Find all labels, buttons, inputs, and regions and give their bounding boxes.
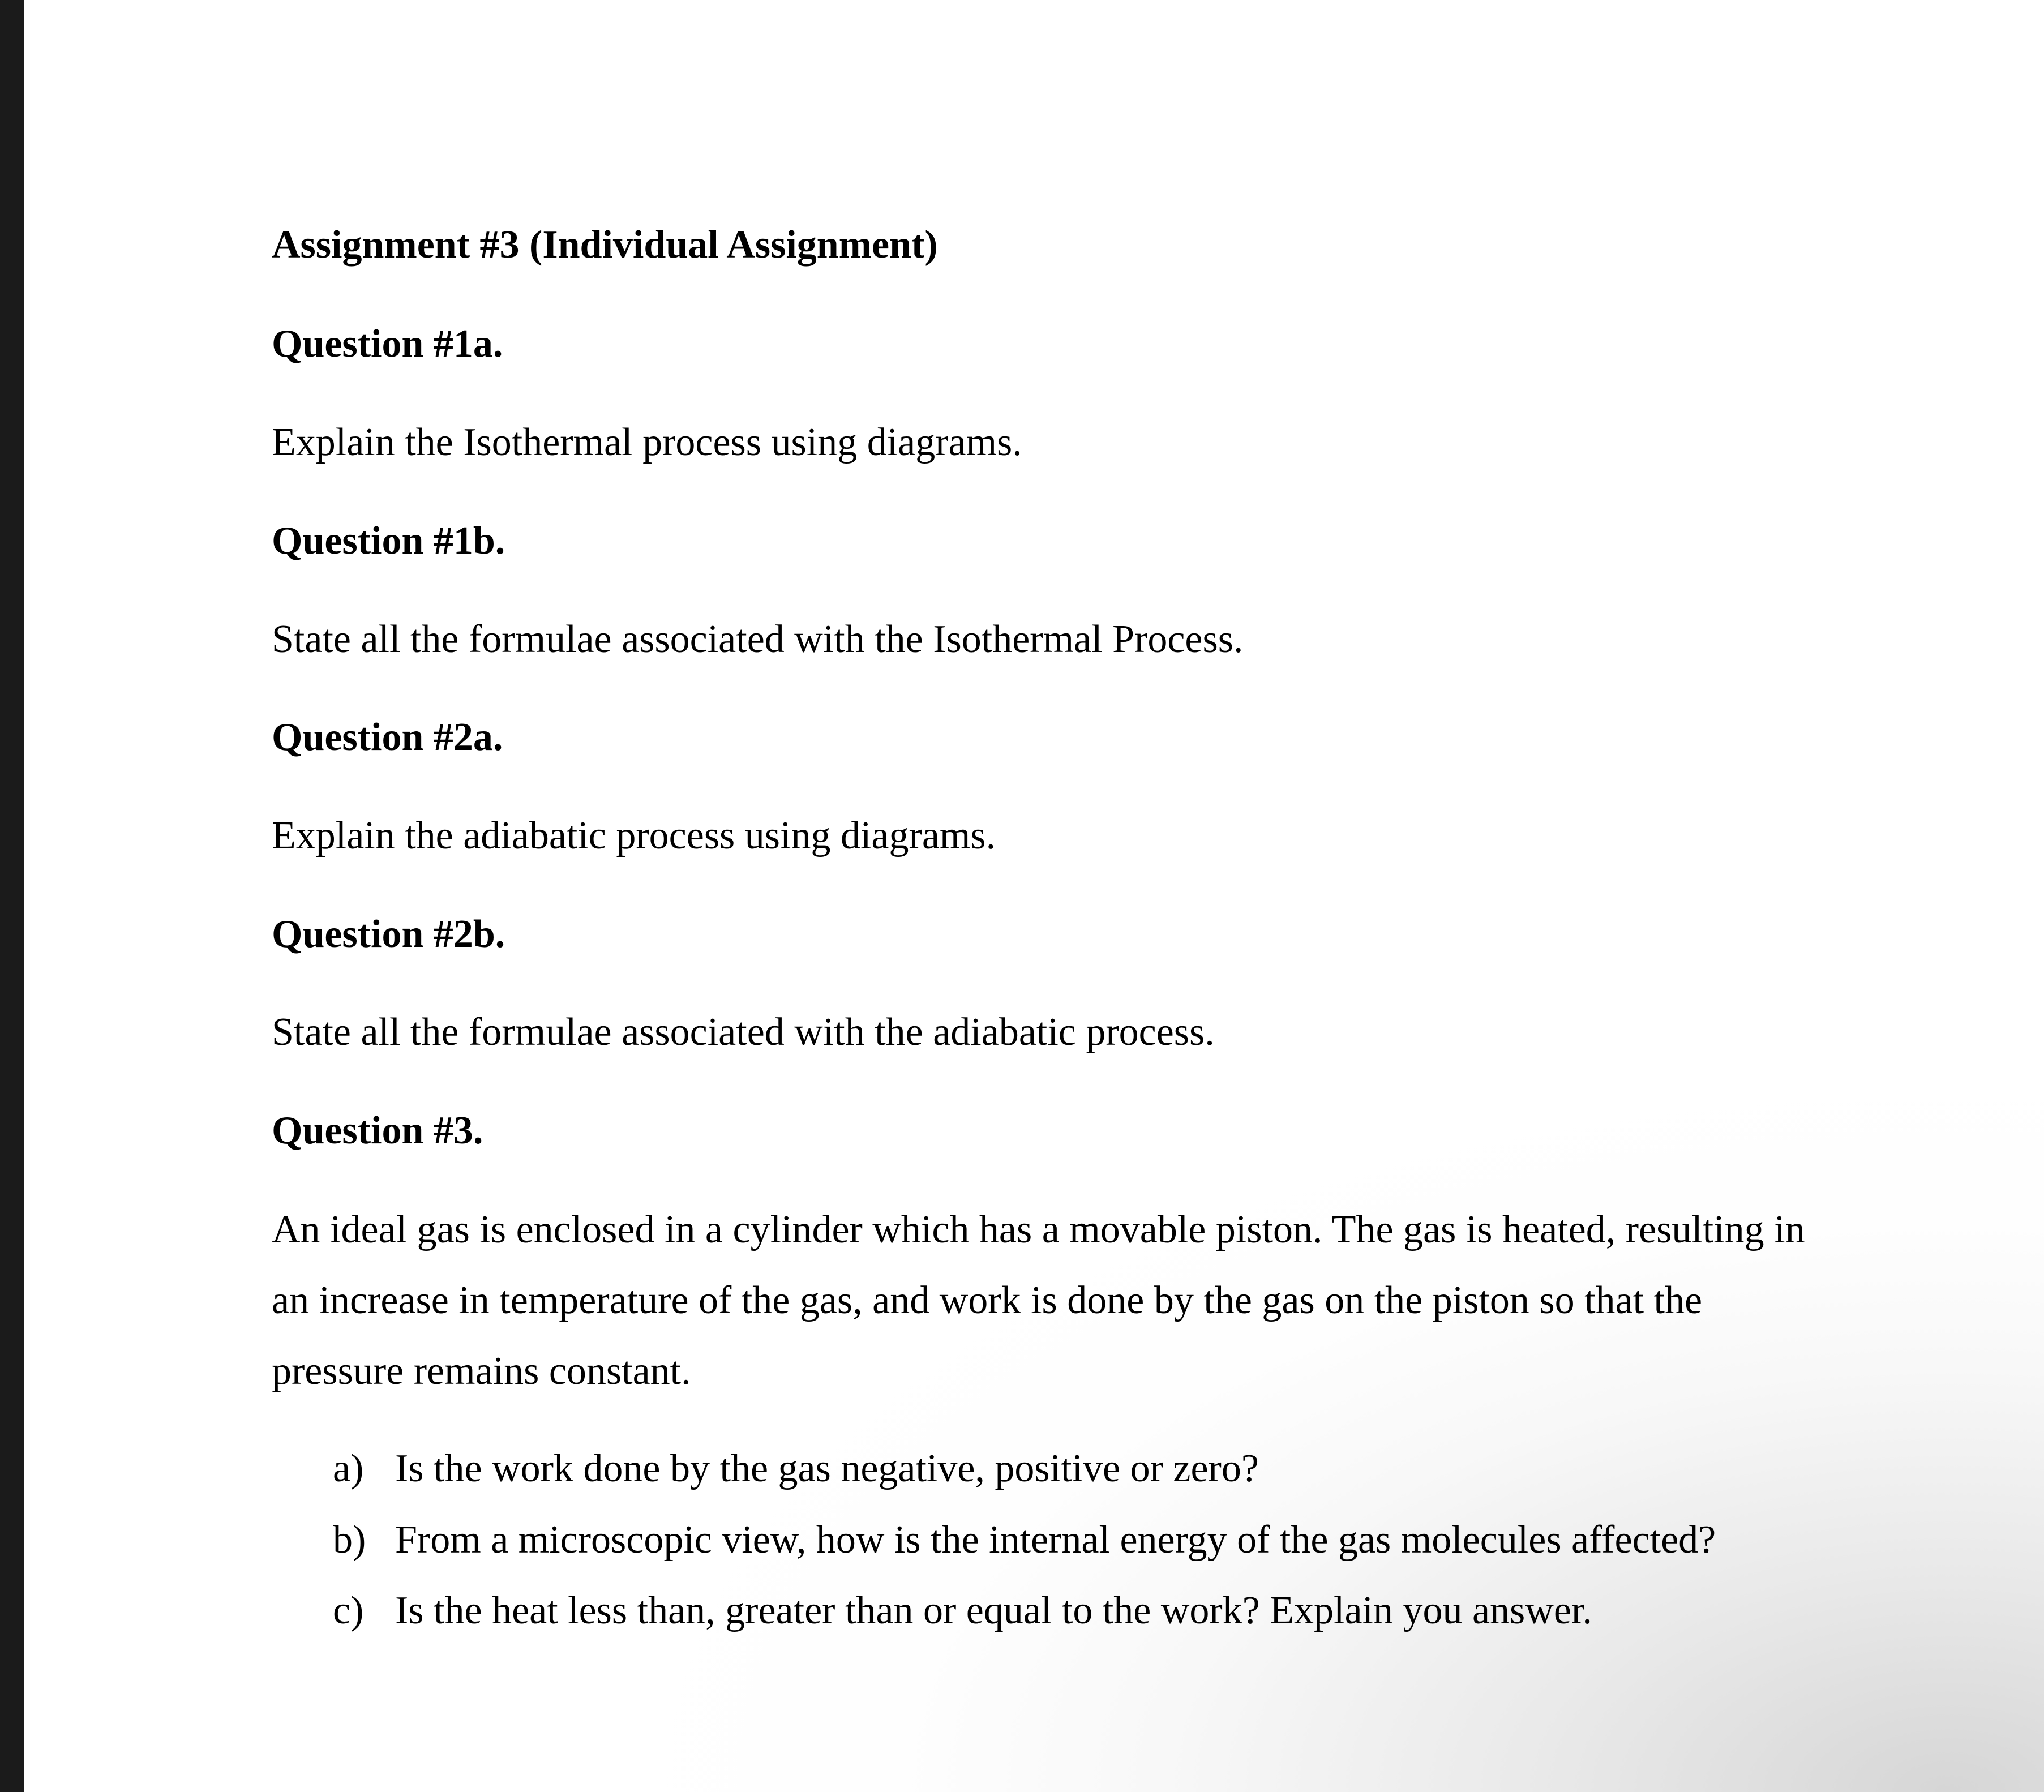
- question-3-paragraph-line: pressure remains constant.: [272, 1349, 691, 1393]
- question-1a-heading: Question #1a.: [272, 322, 503, 366]
- list-item-marker: c): [333, 1589, 364, 1632]
- list-item-marker: b): [333, 1518, 366, 1562]
- page-title: Assignment #3 (Individual Assignment): [272, 223, 938, 267]
- question-1b-text: State all the formulae associated with the Isothermal Process.: [272, 618, 1244, 661]
- list-item-text: From a microscopic view, how is the internal energy of the gas molecules affected?: [395, 1518, 1716, 1562]
- question-2a-heading: Question #2a.: [272, 715, 503, 759]
- list-item-text: Is the heat less than, greater than or equal to the work? Explain you answer.: [395, 1589, 1592, 1632]
- question-3-paragraph-line: an increase in temperature of the gas, and work is done by the gas on the piston so that the: [272, 1279, 1703, 1322]
- question-2b-heading: Question #2b.: [272, 912, 505, 956]
- document-page: [24, 0, 2044, 1792]
- list-item-marker: a): [333, 1447, 364, 1490]
- question-3-paragraph-line: An ideal gas is enclosed in a cylinder which has a movable piston. The gas is heated, resulting in: [272, 1208, 1805, 1251]
- question-1b-heading: Question #1b.: [272, 519, 505, 563]
- question-2b-text: State all the formulae associated with the adiabatic process.: [272, 1010, 1215, 1054]
- list-item-text: Is the work done by the gas negative, positive or zero?: [395, 1447, 1259, 1490]
- question-2a-text: Explain the adiabatic process using diagrams.: [272, 814, 996, 858]
- question-1a-text: Explain the Isothermal process using diagrams.: [272, 421, 1022, 464]
- question-3-heading: Question #3.: [272, 1109, 483, 1152]
